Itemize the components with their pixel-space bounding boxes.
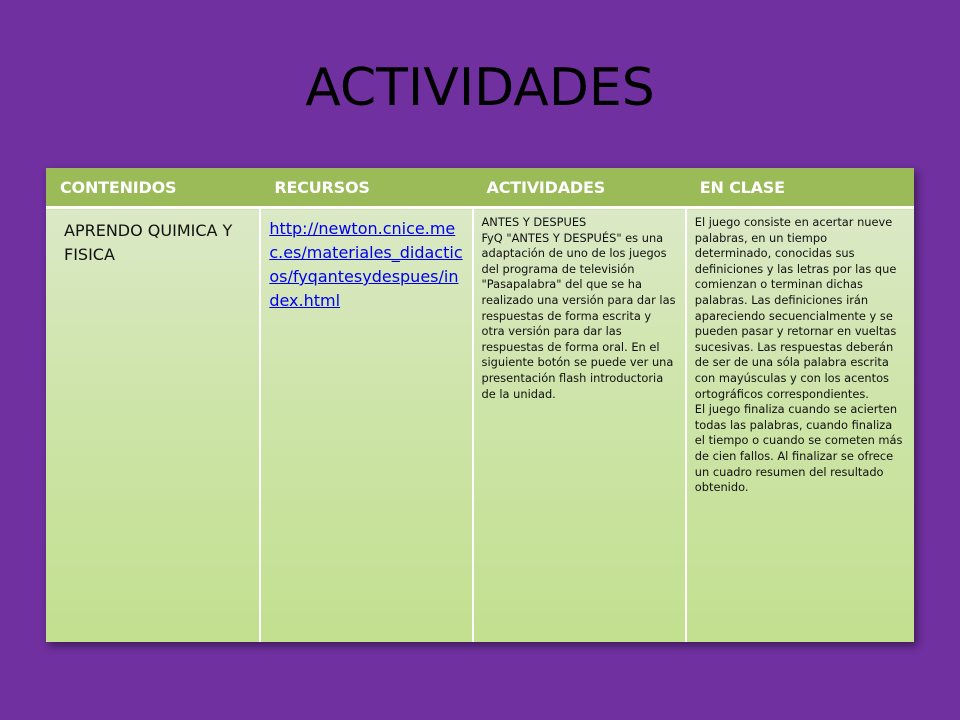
en-clase-paragraph-1: El juego consiste en acertar nueve palabras, en un tiempo determinado, conocidas sus definiciones y las letras por las que comienzan o terminan dichas palabras. Las definiciones irán apareciendo secuencialmente y se pueden pasar y retornar en vueltas sucesivas. Las respuestas deberán de ser de una sóla palabra escrita con mayúsculas y con los acentos ortográficos correspondientes. xyxy=(694,215,897,401)
actividad-title: ANTES Y DESPUES xyxy=(481,215,587,229)
header-contenidos: CONTENIDOS xyxy=(46,168,260,208)
header-recursos: RECURSOS xyxy=(260,168,472,208)
table-row xyxy=(46,208,914,643)
cell-actividades xyxy=(473,208,686,643)
activities-table-container xyxy=(46,168,914,642)
activities-table xyxy=(46,168,914,642)
header-actividades: ACTIVIDADES xyxy=(473,168,686,208)
cell-en-clase xyxy=(686,208,914,643)
en-clase-paragraph-2: El juego finaliza cuando se acierten todas las palabras, cuando finaliza el tiempo o cuando se cometen más de cien fallos. Al finalizar se ofrece un cuadro resumen del resultado obtenido. xyxy=(694,402,903,495)
header-en-clase: EN CLASE xyxy=(686,168,914,208)
contenidos-text: APRENDO QUIMICA Y FISICA xyxy=(64,221,233,264)
table-header-row xyxy=(46,168,914,208)
cell-contenidos xyxy=(46,208,260,643)
cell-recursos xyxy=(260,208,472,643)
actividad-description: FyQ "ANTES Y DESPUÉS" es una adaptación de uno de los juegos del programa de televisión "Pasapalabra" del que se ha realizado una versión para dar las respuestas de forma escrita y otra versión para dar las respuestas de forma oral. En el siguiente botón se puede ver una presentación flash introductoria de la unidad. xyxy=(481,230,676,401)
slide-title: ACTIVIDADES xyxy=(305,58,655,118)
recurso-link[interactable]: http://newton.cnice.mec.es/materiales_didacticos/fyqantesydespues/index.html xyxy=(269,219,463,310)
